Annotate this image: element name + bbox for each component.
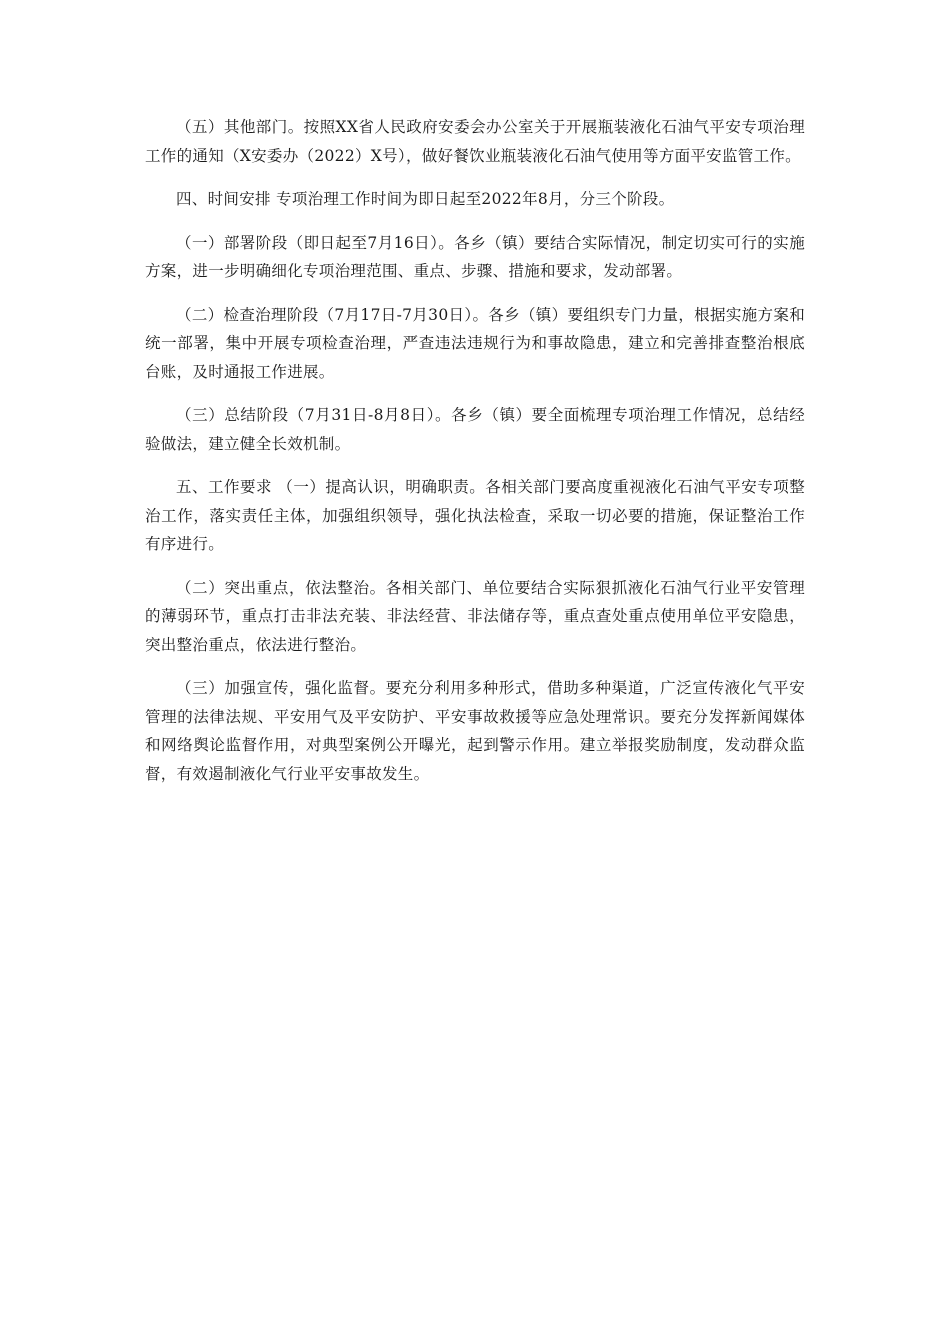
paragraph-inspection-stage: （二）检查治理阶段（7月17日-7月30日）。各乡（镇）要组织专门力量，根据实施方案和统一部署，集中开展专项检查治理，严查违法违规行为和事故隐患，建立和完善排查整治根底台账，及时通报工作进展。: [145, 305, 805, 381]
paragraph-summary-stage: （三）总结阶段（7月31日-8月8日）。各乡（镇）要全面梳理专项治理工作情况，总结经验做法，建立健全长效机制。: [145, 406, 805, 453]
paragraph-publicity-supervision: （三）加强宣传，强化监督。要充分利用多种形式，借助多种渠道，广泛宣传液化气平安管理的法律法规、平安用气及平安防护、平安事故救援等应急处理常识。要充分发挥新闻媒体和网络舆论监督作用，对典型案例公开曝光，起到警示作用。建立举报奖励制度，发动群众监督，有效遏制液化气行业平安事故发生。: [145, 679, 805, 783]
paragraph-highlight-key-points: （二）突出重点，依法整治。各相关部门、单位要结合实际狠抓液化石油气行业平安管理的薄弱环节，重点打击非法充装、非法经营、非法储存等，重点查处重点使用单位平安隐患，突出整治重点，依法进行整治。: [145, 578, 805, 654]
paragraph-work-requirements: 五、工作要求 （一）提高认识，明确职责。各相关部门要高度重视液化石油气平安专项整治工作，落实责任主体，加强组织领导，强化执法检查，采取一切必要的措施，保证整治工作有序进行。: [145, 478, 805, 553]
paragraph-other-departments: （五）其他部门。按照XX省人民政府安委会办公室关于开展瓶装液化石油气平安专项治理工作的通知（X安委办（2022）X号），做好餐饮业瓶装液化石油气使用等方面平安监管工作。: [145, 118, 805, 165]
paragraph-time-schedule: 四、时间安排 专项治理工作时间为即日起至2022年8月，分三个阶段。: [176, 190, 675, 208]
document-body: [145, 113, 805, 803]
paragraph-deployment-stage: （一）部署阶段（即日起至7月16日）。各乡（镇）要结合实际情况，制定切实可行的实施方案，进一步明确细化专项治理范围、重点、步骤、措施和要求，发动部署。: [145, 233, 805, 280]
